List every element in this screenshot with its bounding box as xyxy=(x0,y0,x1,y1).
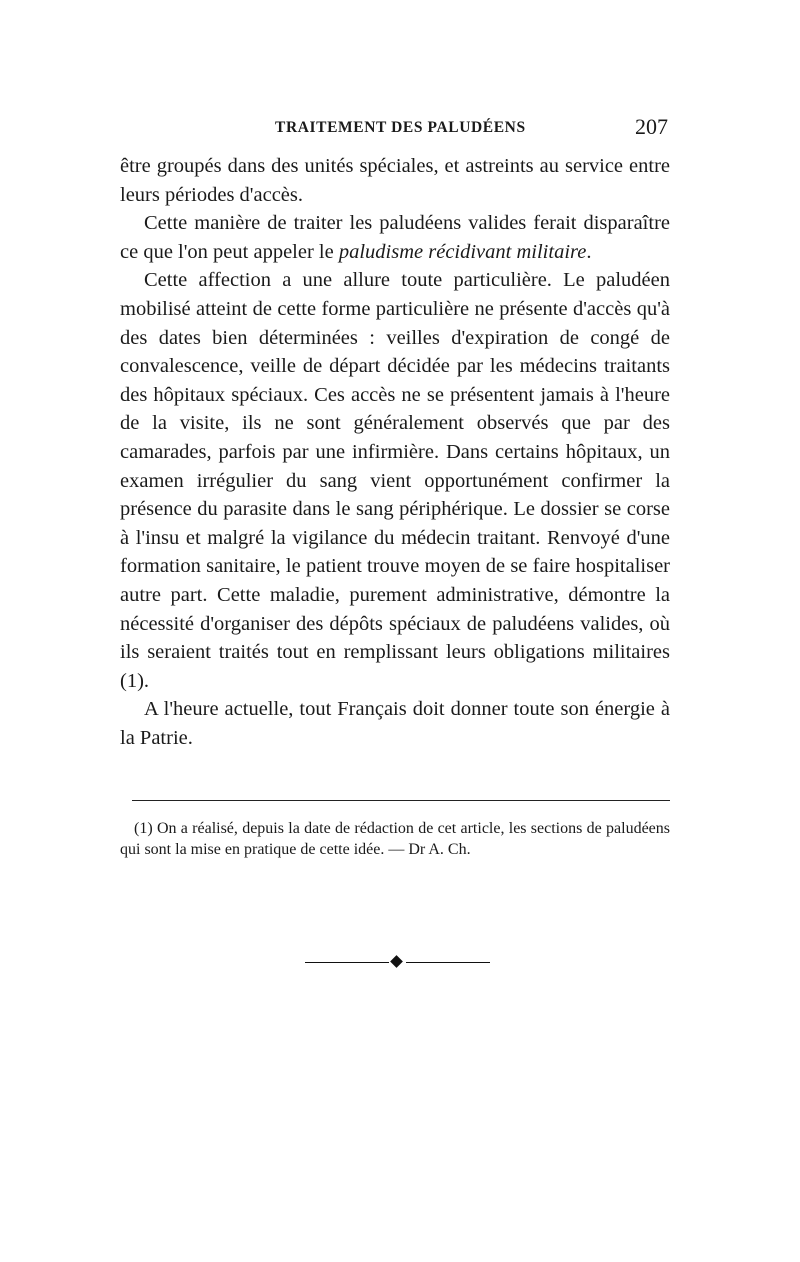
paragraph-2-end: . xyxy=(586,240,592,263)
running-header xyxy=(120,114,668,144)
fleuron-ornament xyxy=(305,955,490,971)
paragraph-1: être groupés dans des unités spéciales, et astreints au service entre leurs périodes d'accès. xyxy=(120,155,670,206)
italic-term: paludisme récidivant militaire xyxy=(338,240,587,263)
paragraph-2 xyxy=(120,209,670,266)
paragraph-2-text: Cette manière de traiter les paludéens valides ferait disparaître ce que l'on peut appeler le xyxy=(120,212,670,263)
ornament-line-right xyxy=(406,962,490,963)
diamond-icon xyxy=(390,955,403,968)
footnote-text: (1) On a réalisé, depuis la date de rédaction de cet article, les sections de paludéens qui sont la mise en pratique de cette idée. — Dr A. Ch. xyxy=(120,820,670,858)
running-title: TRAITEMENT DES PALUDÉENS xyxy=(275,119,526,136)
paragraph-4: A l'heure actuelle, tout Français doit donner toute son énergie à la Patrie. xyxy=(120,698,670,749)
body-text xyxy=(120,152,670,752)
footnote-rule xyxy=(132,800,670,801)
footnote xyxy=(120,818,670,860)
ornament-line-left xyxy=(305,962,389,963)
page-number: 207 xyxy=(635,114,668,139)
paragraph-3: Cette affection a une allure toute particulière. Le paludéen mobilisé atteint de cette forme particulière ne présente d'accès qu'à des dates bien déterminées : veilles d'expiration de congé de convalescence, veille de départ décidée par les médecins traitants des hôpitaux spéciaux. Ces accès ne se présentent jamais à l'heure de la visite, ils ne sont généralement observés que par des camarades, parfois par une infirmière. Dans certains hôpitaux, un examen irrégulier du sang vient opportunément confirmer la présence du parasite dans le sang périphérique. Le dossier se corse à l'insu et malgré la vigilance du médecin traitant. Renvoyé d'une formation sanitaire, le patient trouve moyen de se faire hospitaliser autre part. Cette maladie, purement administrative, démontre la nécessité d'organiser des dépôts spéciaux de paludéens valides, où ils seraient traités tout en remplissant leurs obligations militaires (1). xyxy=(120,269,670,692)
